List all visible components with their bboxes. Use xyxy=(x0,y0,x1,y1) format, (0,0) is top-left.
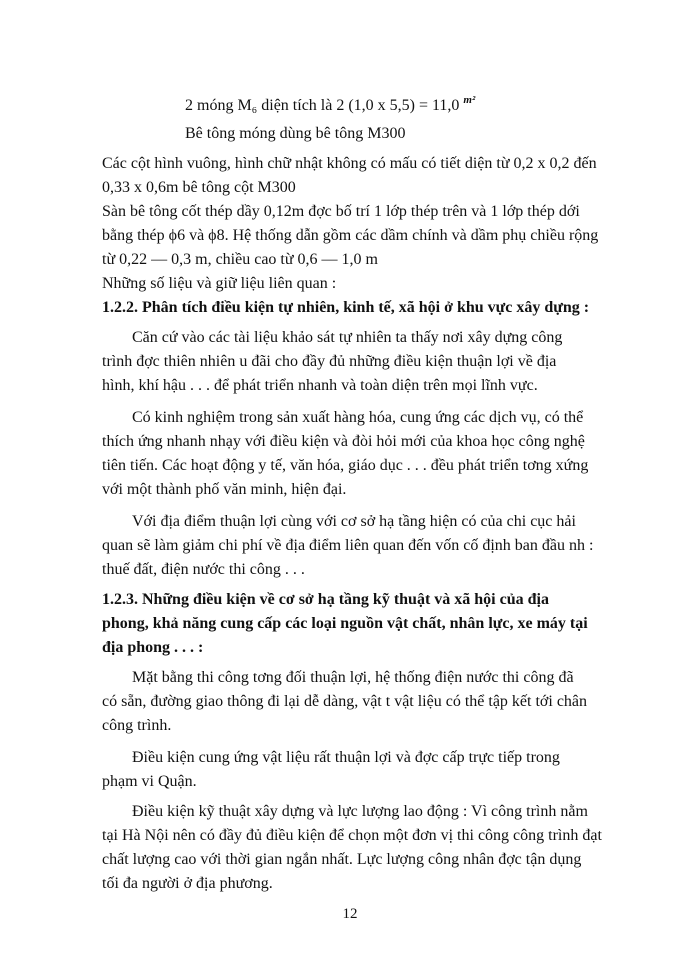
paragraph-line: công trình. xyxy=(102,717,172,734)
section-heading-1-2-2: 1.2.2. Phân tích điều kiện tự nhiên, kinh tế, xã hội ở khu vực xây dựng : xyxy=(102,299,590,316)
paragraph-site-line: Mặt bằng thi công tơng đối thuận lợi, hệ thống điện nước thi công đã xyxy=(132,669,574,686)
section-heading-1-2-3-line-2: phong, khả năng cung cấp các loại nguồn vật chất, nhân lực, xe máy tại xyxy=(102,615,588,632)
paragraph-line: hình, khí hậu . . . để phát triển nhanh và toàn diện trên mọi lĩnh vực. xyxy=(102,377,538,394)
foundation-area-line xyxy=(185,88,475,118)
paragraph-line: với một thành phố văn minh, hiện đại. xyxy=(102,481,347,498)
paragraph-location-line: Với địa điểm thuận lợi cùng với cơ sở hạ tầng hiện có của chi cục hải xyxy=(132,513,576,530)
concrete-grade-line: Bê tông móng dùng bê tông M300 xyxy=(185,125,406,142)
paragraph-line: Căn cứ vào các tài liệu khảo sát tự nhiên ta thấy nơi xây dựng công xyxy=(132,329,563,346)
column-line-1: Các cột hình vuông, hình chữ nhật không có mấu có tiết diện từ 0,2 x 0,2 đến xyxy=(102,155,597,172)
paragraph-line: tiên tiến. Các hoạt động y tế, văn hóa, giáo dục . . . đều phát triển tơng xứng xyxy=(102,457,589,474)
section-heading-1-2-3: 1.2.3. Những điều kiện về cơ sở hạ tầng kỹ thuật và xã hội của địa xyxy=(102,591,549,608)
foundation-area-text: 2 móng M₆ diện tích là 2 (1,0 x 5,5) = 11,0 xyxy=(185,97,460,114)
paragraph-supply-line: Điều kiện cung ứng vật liệu rất thuận lợi và đợc cấp trực tiếp trong xyxy=(132,749,560,766)
paragraph-line: tối đa người ở địa phương. xyxy=(102,875,273,892)
section-heading-1-2-3-line-3: địa phong . . . : xyxy=(102,639,204,656)
paragraph-line: phạm vi Quận. xyxy=(102,773,197,790)
paragraph-line: thuế đất, điện nước thi công . . . xyxy=(102,561,305,578)
paragraph-line: trình đợc thiên nhiên u đãi cho đầy đủ những điều kiện thuận lợi về địa xyxy=(102,353,557,370)
paragraph-natural-conditions xyxy=(102,326,622,350)
slab-line-1: Sàn bê tông cốt thép dầy 0,12m đợc bố trí 1 lớp thép trên và 1 lớp thép dới xyxy=(102,203,580,220)
paragraph-line: có sẵn, đường giao thông đi lại dễ dàng, vật t vật liệu có thể tập kết tới chân xyxy=(102,693,588,710)
paragraph-labor-line: Điều kiện kỹ thuật xây dựng và lực lượng lao động : Vì công trình nằm xyxy=(132,803,588,820)
paragraph-line: quan sẽ làm giảm chi phí về địa điểm liên quan đến vốn cố định ban đầu nh : xyxy=(102,537,594,554)
paragraph-experience-line: Có kinh nghiệm trong sản xuất hàng hóa, cung ứng các dịch vụ, có thể xyxy=(132,409,584,426)
paragraph-line: tại Hà Nội nên có đầy đủ điều kiện để chọn một đơn vị thi công công trình đạt xyxy=(102,827,602,844)
slab-line-3: từ 0,22 — 0,3 m, chiều cao từ 0,6 — 1,0 m xyxy=(102,251,378,268)
paragraph-line: thích ứng nhanh nhạy với điều kiện và đòi hỏi mới của khoa học công nghệ xyxy=(102,433,585,450)
page-number: 12 xyxy=(342,906,358,922)
paragraph-line: chất lượng cao với thời gian ngắn nhất. Lực lượng công nhân đợc tận dụng xyxy=(102,851,582,868)
slab-line-2: bằng thép ϕ6 và ϕ8. Hệ thống dẫn gồm các dầm chính và dầm phụ chiều rộng xyxy=(102,227,599,244)
area-unit: m² xyxy=(463,94,476,106)
related-data-line: Những số liệu và giữ liệu liên quan : xyxy=(102,275,337,292)
column-line-2: 0,33 x 0,6m bê tông cột M300 xyxy=(102,179,296,196)
